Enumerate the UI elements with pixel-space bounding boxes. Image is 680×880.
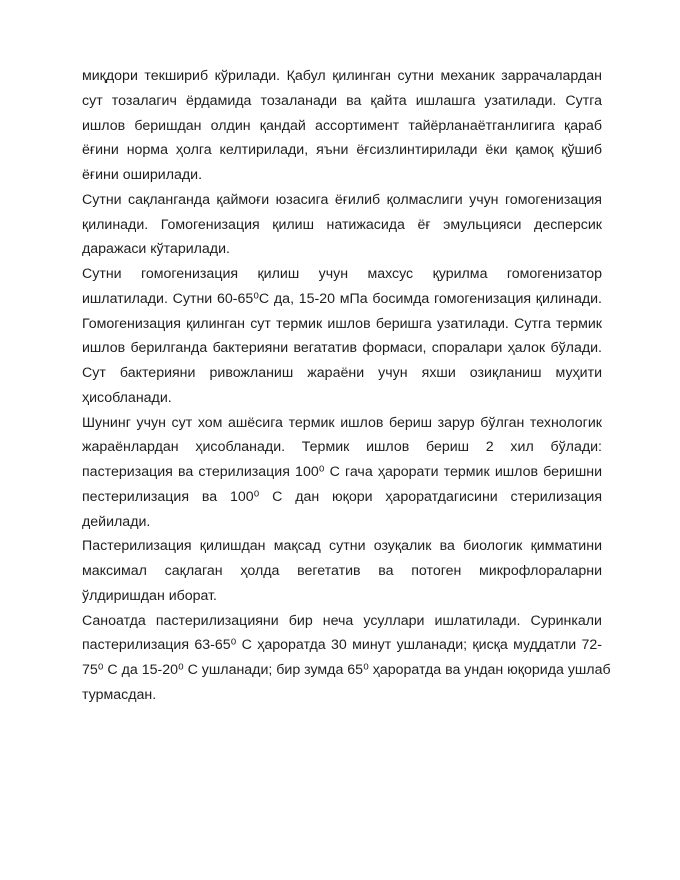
text-line: Сутни сақланганда қаймоғи юзасига ёғилиб қолмаслиги учун гомогенизация	[82, 191, 602, 208]
text-line: пастеризация ва стерилизация 100⁰ С гача ҳарорати термик ишлов беришни	[82, 464, 602, 480]
text-line: Пастерилизация қилишдан мақсад сутни озуқалик ва биологик қимматини	[82, 538, 602, 555]
paragraph-4	[82, 411, 602, 535]
text-line: ишлатилади. Сутни 60-65⁰С да, 15-20 мПа босимда гомогенизация қилинади.	[82, 290, 602, 307]
text-line: Гомогенизация қилинган сут термик ишлов беришга узатилади. Сутга термик	[82, 315, 602, 332]
text-line: турмасдан.	[82, 686, 157, 703]
text-line: пастерилизация 63-65⁰ С ҳароратда 30 минут ушланади; қисқа муддатли 72-	[82, 637, 602, 654]
text-line: жараёнлардан ҳисобланади. Термик ишлов бериш 2 хил бўлади:	[82, 439, 602, 456]
text-line: 75⁰ С да 15-20⁰ С ушланади; бир зумда 65⁰ ҳароратда ва ундан юқорида ушлаб	[82, 662, 611, 678]
text-line: Шунинг учун сут хом ашёсига термик ишлов бериш зарур бўлган технологик	[82, 414, 602, 431]
text-line: ҳисобланади.	[82, 389, 172, 406]
text-line: дейилади.	[82, 513, 151, 530]
text-line: ишлов беришдан олдин қандай ассортимент тайёрланаётганлигига қараб	[82, 117, 602, 134]
text-line: ёғини норма ҳолга келтирилади, яъни ёғсизлинтирилади ёки қамоқ қўшиб	[82, 142, 602, 159]
text-line: Саноатда пастерилизацияни бир неча усуллари ишлатилади. Суринкали	[82, 612, 602, 629]
text-line: пестерилизация ва 100⁰ С дан юқори ҳароратдагисини стерилизация	[82, 488, 602, 505]
text-line: миқдори текшириб кўрилади. Қабул қилинган сутни механик заррачалардан	[82, 68, 602, 84]
text-line: Сут бактерияни ривожланиш жараёни учун яхши озиқланиш муҳити	[82, 365, 602, 381]
paragraph-2	[82, 188, 602, 262]
text-line: Сутни гомогенизация қилиш учун махсус қурилма гомогенизатор	[82, 266, 602, 282]
text-line: ишлов берилганда бактерияни вегататив формаси, споралари ҳалок бўлади.	[82, 340, 602, 357]
text-line: ўлдиришдан иборат.	[82, 587, 217, 604]
paragraph-3	[82, 262, 602, 411]
paragraph-1	[82, 64, 602, 188]
document-page	[82, 64, 611, 708]
text-line: ёғини оширилади.	[82, 167, 203, 183]
text-line: даражаси кўтарилади.	[82, 241, 230, 258]
paragraph-5	[82, 534, 602, 608]
text-line: қилинади. Гомогенизация қилиш натижасида ёғ эмульцияси десперсик	[82, 216, 602, 233]
text-line: сут тозалагич ёрдамида тозаланади ва қайта ишлашга узатилади. Сутга	[82, 92, 602, 109]
text-line: максимал сақлаган ҳолда вегетатив ва потоген микрофлораларни	[82, 563, 602, 579]
paragraph-6	[82, 609, 611, 708]
